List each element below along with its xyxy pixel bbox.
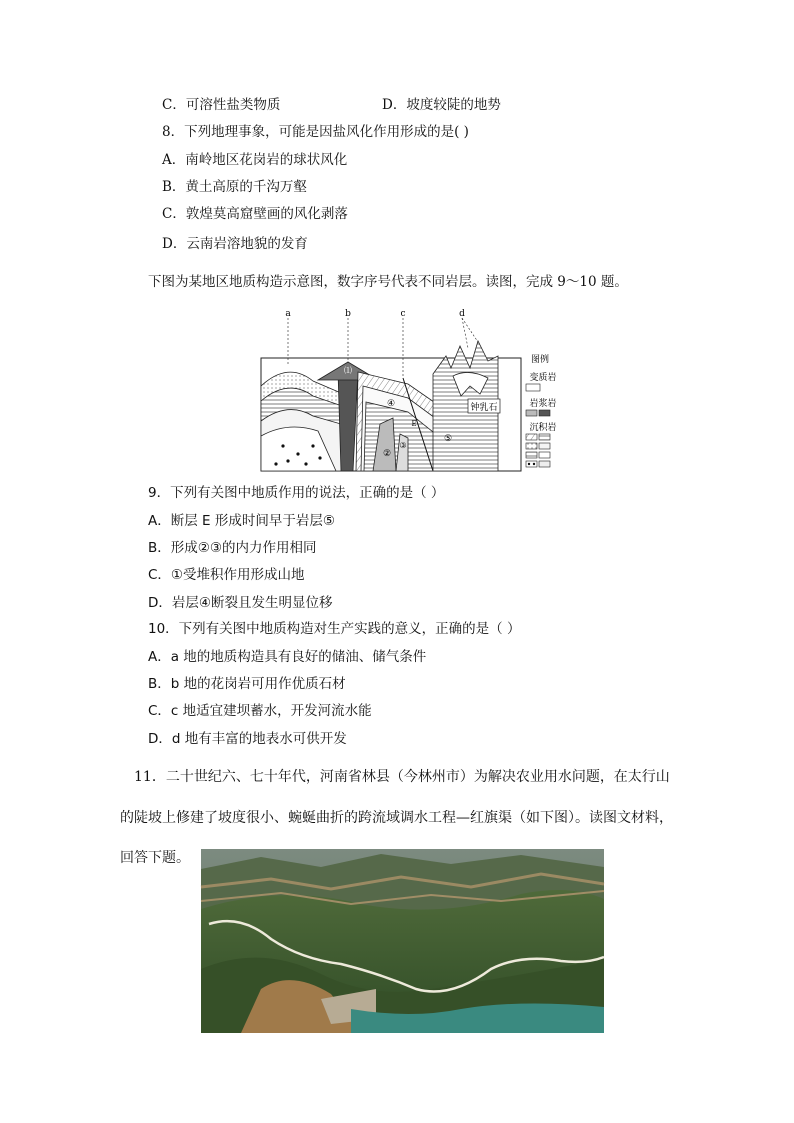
figure-legend bbox=[526, 353, 557, 467]
q8-stem: 8．下列地理事象，可能是因盐风化作用形成的是( ) bbox=[162, 124, 469, 140]
label-a: a bbox=[285, 309, 291, 319]
q11-line-3: 回答下题。 bbox=[120, 850, 190, 866]
q10-option-a: A．a 地的地质构造具有良好的储油、储气条件 bbox=[148, 649, 427, 665]
legend-title: 图例 bbox=[530, 355, 550, 365]
fault-label-e: E bbox=[411, 420, 417, 428]
label-b: b bbox=[345, 309, 351, 319]
layer-label-1: ⑴ bbox=[344, 366, 352, 375]
q10-option-b: B．b 地的花岗岩可用作优质石材 bbox=[148, 676, 346, 692]
intro-9-10: 下图为某地区地质构造示意图，数字序号代表不同岩层。读图，完成 9～10 题。 bbox=[148, 274, 628, 290]
q8-option-a: A．南岭地区花岗岩的球状风化 bbox=[162, 152, 348, 168]
q9-option-a: A．断层 E 形成时间早于岩层⑤ bbox=[148, 513, 335, 529]
q7-option-c: C．可溶性盐类物质 bbox=[162, 97, 281, 113]
label-d: d bbox=[459, 309, 465, 319]
layer-label-5: ⑤ bbox=[443, 434, 453, 444]
legend-metamorphic: 变质岩 bbox=[529, 373, 557, 383]
q11-line-1: 11．二十世纪六、七十年代，河南省林县（今林州市）为解决农业用水问题，在太行山 bbox=[134, 769, 670, 785]
stalactite-label: 钟乳石 bbox=[470, 403, 498, 413]
legend-igneous: 岩浆岩 bbox=[529, 399, 557, 409]
q9-option-d: D．岩层④断裂且发生明显位移 bbox=[148, 595, 333, 611]
layer-label-4: ④ bbox=[386, 399, 396, 409]
q10-option-c: C．c 地适宜建坝蓄水，开发河流水能 bbox=[148, 703, 372, 719]
layer-label-2: ② bbox=[382, 449, 392, 459]
q8-option-b: B．黄土高原的千沟万壑 bbox=[162, 179, 307, 195]
geologic-structure-diagram bbox=[258, 306, 557, 476]
label-c: c bbox=[400, 309, 406, 319]
q10-option-d: D．d 地有丰富的地表水可供开发 bbox=[148, 731, 347, 747]
q8-option-d: D．云南岩溶地貌的发育 bbox=[162, 236, 308, 252]
q9-option-b: B．形成②③的内力作用相同 bbox=[148, 540, 317, 556]
legend-sedimentary: 沉积岩 bbox=[529, 423, 557, 433]
q9-option-c: C．①受堆积作用形成山地 bbox=[148, 567, 305, 583]
q8-option-c: C．敦煌莫高窟壁画的风化剥落 bbox=[162, 206, 348, 222]
q10-stem: 10．下列有关图中地质构造对生产实践的意义，正确的是（ ） bbox=[148, 621, 521, 637]
q9-stem: 9．下列有关图中地质作用的说法，正确的是（ ） bbox=[148, 485, 445, 501]
layer-label-3: ③ bbox=[399, 441, 407, 450]
q7-option-d: D．坡度较陡的地势 bbox=[382, 97, 501, 113]
red-flag-canal-photo bbox=[201, 849, 604, 1033]
q11-line-2: 的陡坡上修建了坡度很小、蜿蜒曲折的跨流域调水工程—红旗渠（如下图）。读图文材料， bbox=[120, 810, 673, 826]
